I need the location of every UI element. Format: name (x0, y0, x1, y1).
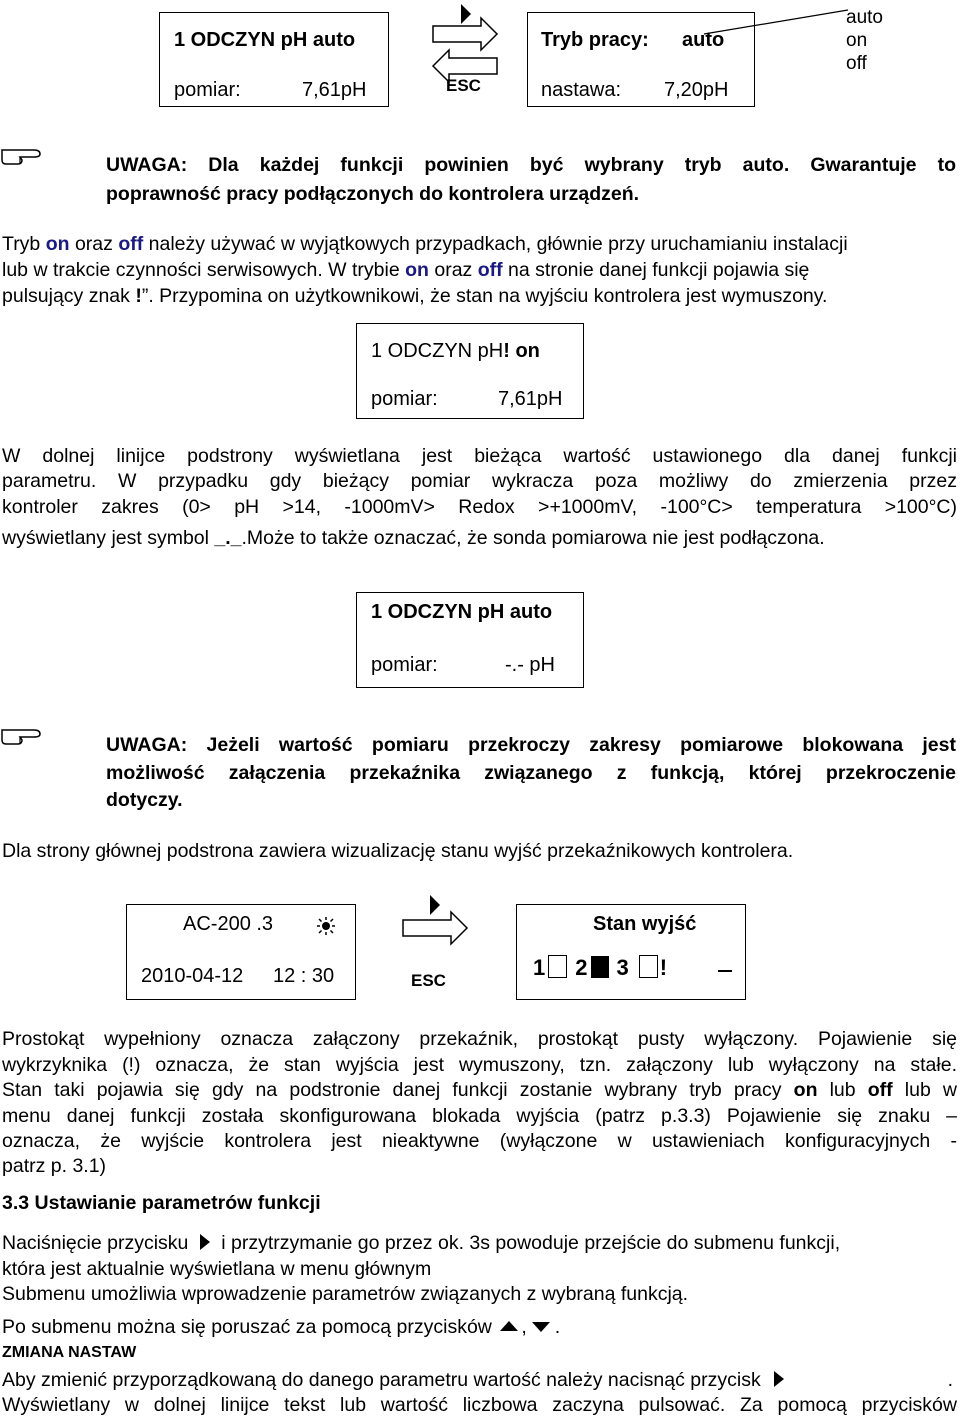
lcd-title: 1 ODCZYN pH! on (371, 340, 540, 362)
lcd-screen-main (159, 12, 389, 107)
date-label: 2010-04-12 (141, 965, 244, 987)
para6-line2: Wyświetlany w dolnej linijce tekst lub wartość liczbowa zaczyna pulsować. Za pomocą przycisków (2, 1394, 957, 1416)
output-2-on-indicator (591, 956, 609, 978)
para5-line4: Po submenu można się poruszać za pomocą przycisków , . (2, 1316, 561, 1338)
navigation-arrows-icon (425, 0, 505, 85)
para2-line3: kontroler zakres (0> pH >14, -1000mV> Redox >+1000mV, -100°C> temperatura >100°C) (2, 496, 957, 518)
forced-mark: ! (659, 955, 668, 980)
para1-line1: Tryb on oraz off należy używać w wyjątkowych przypadkach, głównie przy uruchamianiu instalacji (2, 233, 848, 255)
right-key-icon (772, 1370, 786, 1388)
esc-key-label: ESC (446, 76, 481, 95)
model-label: AC-200 .3 (183, 913, 274, 935)
section-heading: 3.3 Ustawianie parametrów funkcji (2, 1192, 321, 1214)
lcd-measure-value: 7,61pH (498, 388, 563, 410)
lcd-screen-out-of-range (356, 592, 584, 688)
output-1-label: 1 (533, 955, 546, 980)
para4-line3: Stan taki pojawia się gdy na podstronie danej funkcji zostanie wybrany tryb pracy on lub off lub w (2, 1079, 957, 1101)
lcd-screen-forced (356, 323, 584, 419)
up-key-icon (499, 1319, 519, 1333)
note1-line1: UWAGA: Dla każdej funkcji powinien być wybrany tryb auto. Gwarantuje to (106, 154, 956, 176)
setpoint-label: nastawa: (541, 79, 622, 101)
mode-value: auto (682, 29, 725, 51)
pointing-hand-icon (0, 140, 50, 166)
output-3-label: 3 (616, 955, 629, 980)
para5-line1: Naciśnięcie przycisku i przytrzymanie go przez ok. 3s powoduje przejście do submenu funkcji, (2, 1232, 841, 1254)
para4-line5: oznacza, że wyjście kontrolera jest nieaktywne (wyłączone w ustawieniach konfiguracyjnych - (2, 1130, 957, 1152)
right-key-icon (198, 1233, 212, 1251)
note2-line3: dotyczy. (106, 789, 183, 811)
mode-label: Tryb pracy: (541, 29, 649, 51)
para4-line2: wykrzyknika (!) oznacza, że stan wyjścia jest wymuszony, tzn. załączony lub wyłączony na stałe. (2, 1054, 957, 1076)
mode-options-list (846, 6, 883, 75)
right-key-icon (430, 895, 440, 915)
outputs-title: Stan wyjść (593, 913, 697, 935)
para5-line3: Submenu umożliwia wprowadzenie parametrów związanych z wybraną funkcją. (2, 1283, 689, 1305)
lcd-screen-outputs (516, 904, 746, 1000)
para6-line1: Aby zmienić przyporządkowaną do danego parametru wartość należy nacisnąć przycisk . (2, 1369, 953, 1391)
lcd-title: 1 ODCZYN pH auto (174, 29, 356, 51)
para4-line1: Prostokąt wypełniony oznacza załączony przekaźnik, prostokąt pusty wyłączony. Pojawienie się (2, 1028, 957, 1050)
note2-line2: możliwość załączenia przekaźnika związanego z funkcją, której przekroczenie (106, 762, 956, 784)
output-1-off-indicator (548, 955, 567, 978)
para4-line4: menu danej funkcji została skonfigurowana blokada wyjścia (patrz p.3.3) Pojawienie się znaku – (2, 1105, 957, 1127)
para1-line3: pulsujący znak !”. Przypomina on użytkownikowi, że stan na wyjściu kontrolera jest wymuszony. (2, 285, 828, 307)
lcd-measure-label: pomiar: (371, 654, 438, 676)
lcd-screen-home (126, 904, 356, 1000)
subheading: ZMIANA NASTAW (2, 1344, 137, 1361)
down-key-icon (531, 1320, 551, 1334)
lcd-title: 1 ODCZYN pH auto (371, 601, 553, 623)
lcd-measure-label: pomiar: (371, 388, 438, 410)
mode-option-auto: auto (846, 7, 883, 28)
time-label: 12 : 30 (273, 965, 335, 987)
inactive-dash (718, 970, 732, 972)
callout-line (700, 0, 860, 40)
forward-arrow-icon (403, 912, 467, 944)
output-3-off-indicator (639, 955, 658, 978)
lcd-measure-value: 7,61pH (302, 79, 367, 101)
mode-option-on: on (846, 30, 868, 51)
para2-line2: parametru. W przypadku gdy bieżący pomiar wykracza poza możliwy do zmierzenia przez (2, 470, 957, 492)
lcd-measure-value: -.- pH (505, 654, 555, 676)
lcd-measure-label: pomiar: (174, 79, 241, 101)
note1-line2: poprawność pracy podłączonych do kontrolera urządzeń. (106, 183, 640, 205)
note2-line1: UWAGA: Jeżeli wartość pomiaru przekroczy zakresy pomiarowe blokowana jest (106, 734, 956, 756)
para2-line4: wyświetlany jest symbol _._.Może to także oznaczać, że sonda pomiarowa nie jest podłączona. (2, 527, 825, 549)
right-key-icon (461, 4, 471, 24)
navigation-arrows-icon (395, 890, 475, 970)
para4-line6: patrz p. 3.1) (2, 1155, 107, 1177)
sun-icon (317, 917, 335, 935)
forward-arrow-icon (433, 18, 497, 50)
para5-line2: która jest aktualnie wyświetlana w menu głównym (2, 1258, 432, 1280)
para1-line2: lub w trakcie czynności serwisowych. W trybie on oraz off na stronie danej funkcji pojawia się (2, 259, 810, 281)
output-2-label: 2 (575, 955, 588, 980)
para3: Dla strony głównej podstrona zawiera wizualizację stanu wyjść przekaźnikowych kontrolera. (2, 840, 794, 862)
pointing-hand-icon (0, 720, 50, 746)
setpoint-value: 7,20pH (664, 79, 729, 101)
mode-option-off: off (846, 53, 867, 74)
para2-line1: W dolnej linijce podstrony wyświetlana jest bieżąca wartość ustawionego dla danej funkcji (2, 445, 957, 467)
esc-key-label: ESC (411, 971, 446, 990)
outputs-row (533, 955, 667, 981)
